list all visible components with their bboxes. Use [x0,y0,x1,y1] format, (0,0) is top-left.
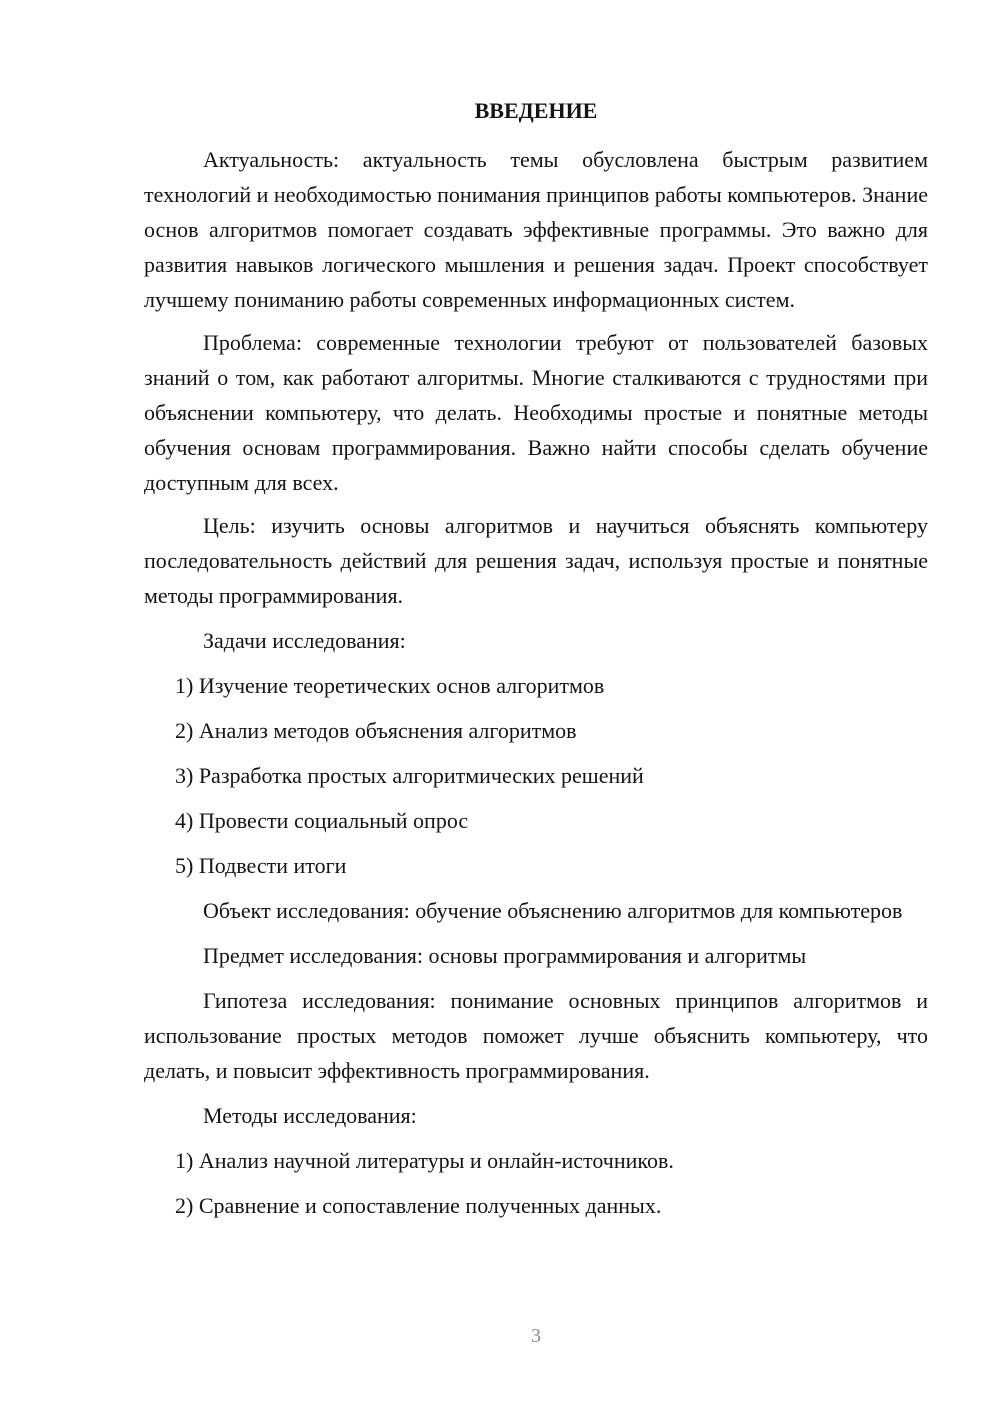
page-number: 3 [531,1325,541,1347]
method-item-2: 2) Сравнение и сопоставление полученных данных. [175,1193,662,1218]
methods-heading: Методы исследования: [203,1103,417,1128]
task-item-5: 5) Подвести итоги [175,853,347,878]
goal-paragraph: Цель: изучить основы алгоритмов и научиться объяснять компьютеру последовательность действий для решения задач, используя простые и понятные методы программирования. [144,513,928,608]
section-title: ВВЕДЕНИЕ [474,98,598,123]
subject-paragraph: Предмет исследования: основы программирования и алгоритмы [203,943,807,968]
problem-paragraph: Проблема: современные технологии требуют от пользователей базовых знаний о том, как работают алгоритмы. Многие сталкиваются с трудностями при объяснении компьютеру, что делать. Необходимы простые и понятные методы обучения основам программирования. Важно найти способы сделать обучение доступным для всех. [144,330,928,495]
object-paragraph: Объект исследования: обучение объяснению алгоритмов для компьютеров [203,898,903,923]
actuality-paragraph: Актуальность: актуальность темы обусловлена быстрым развитием технологий и необходимостью понимания принципов работы компьютеров. Знание основ алгоритмов помогает создавать эффективные программы. Это важно для развития навыков логического мышления и решения задач. Проект способствует лучшему пониманию работы современных информационных систем. [144,147,928,312]
document-page [144,96,928,1386]
task-item-3: 3) Разработка простых алгоритмических решений [175,763,644,788]
tasks-heading: Задачи исследования: [203,628,406,653]
hypothesis-paragraph: Гипотеза исследования: понимание основных принципов алгоритмов и использование простых методов поможет лучше объяснить компьютеру, что делать, и повысит эффективность программирования. [144,988,928,1083]
task-item-1: 1) Изучение теоретических основ алгоритмов [175,673,605,698]
task-item-4: 4) Провести социальный опрос [175,808,469,833]
task-item-2: 2) Анализ методов объяснения алгоритмов [175,718,577,743]
method-item-1: 1) Анализ научной литературы и онлайн-источников. [175,1148,674,1173]
